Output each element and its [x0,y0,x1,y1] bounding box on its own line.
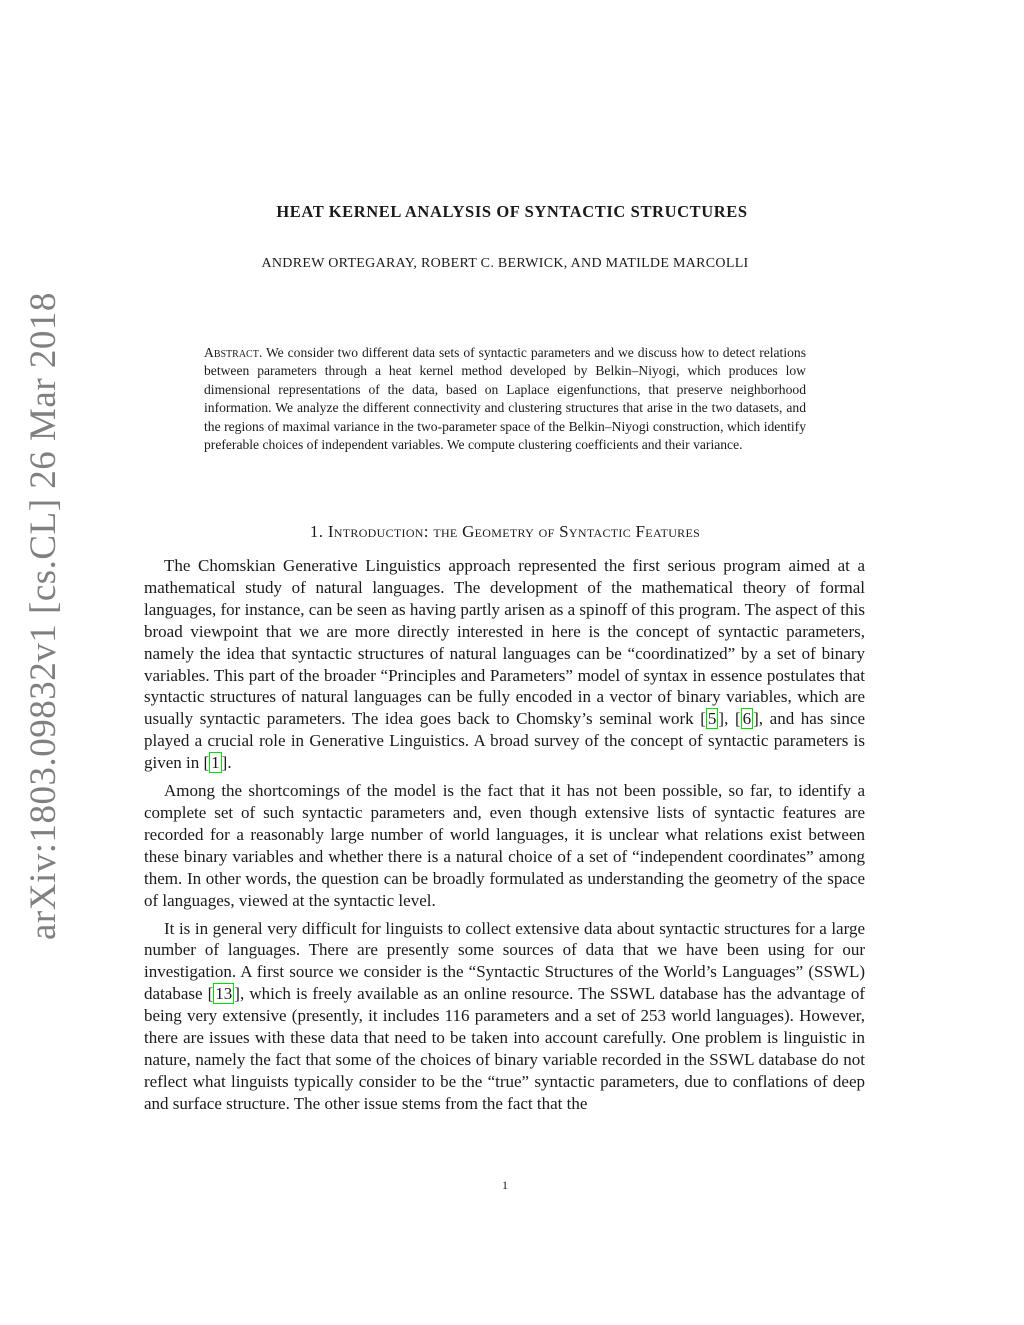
abstract-label: Abstract. [204,345,263,360]
citation-link[interactable]: 13 [215,984,233,1004]
paragraph-1-text-d: . [227,753,232,773]
paragraph-1-text-c: , and has since played a crucial role in Generative Linguistics. A broad survey of the concept of syntactic parameters is given in [144,709,865,773]
paragraph-1-text-b: , [724,709,735,729]
paper-title: HEAT KERNEL ANALYSIS OF SYNTACTIC STRUCTURES [276,202,748,221]
paragraph-1-text-a: The Chomskian Generative Linguistics approach represented the first serious program aimed at a mathematical study of natural languages. The development of the mathematical theory of formal languages, for instance, can be seen as having partly arisen as a spinoff of this program. The aspect of this broad viewpoint that we are more directly interested in here is the concept of syntactic parameters, namely the idea that syntactic structures of natural languages can be “coordinatized” by a set of binary variables. This part of the broader “Principles and Parameters” model of syntax in essence postulates that syntactic structures of natural languages can be fully encoded in a vector of binary variables, which are usually syntactic parameters. The idea goes back to Chomsky’s seminal work [144,556,865,729]
citation-link[interactable]: 5 [707,709,717,729]
paragraph-2: Among the shortcomings of the model is the fact that it has not been possible, so far, to identify a complete set of such syntactic parameters and, even though extensive lists of syntactic features are recorded for a reasonably large number of world languages, it is unclear what relations exist between these binary variables and whether there is a natural choice of a set of “independent coordinates” among them. In other words, the question can be broadly formulated as understanding the geometry of the space of languages, viewed at the syntactic level. [144,781,865,910]
paragraph-3-text-a: It is in general very difficult for linguists to collect extensive data about syntactic structures for a large number of languages. There are presently some sources of data that we have been using for our investigation. A first source we consider is the “Syntactic Structures of the World’s Languages” (SSWL) database [144,918,865,1004]
section-title: Introduction: the Geometry of Syntactic Features [327,522,701,541]
paragraph-3-text-b: , which is freely available as an online resource. The SSWL database has the advantage of being very extensive (presently, it includes 116 parameters and a set of 253 world languages). However, there are issues with these data that need to be taken into account carefully. One problem is linguistic in nature, namely the fact that some of the choices of binary variable recorded in the SSWL database do not reflect what linguists typically consider to be the “true” syntactic parameters, due to conflations of deep and surface structure. The other issue stems from the fact that the [144,984,865,1113]
section-heading [0,522,1010,542]
author-list: ANDREW ORTEGARAY, ROBERT C. BERWICK, AND MATILDE MARCOLLI [261,256,749,271]
citation-link[interactable]: 1 [211,753,220,773]
abstract [204,344,806,454]
paragraph-3: It is in general very difficult for linguists to collect extensive data about syntactic structures for a large number of languages. There are presently some sources of data that we have been using for our investigation. A first source we consider is the “Syntactic Structures of the World’s Languages” (SSWL) database [ 13 ], which is freely available as an online resource. The SSWL database has the advantage of being very extensive (presently, it includes 116 parameters and a set of 253 world languages). However, there are issues with these data that need to be taken into account carefully. One problem is linguistic in nature, namely the fact that some of the choices of binary variable recorded in the SSWL database do not reflect what linguists typically consider to be the “true” syntactic parameters, due to conflations of deep and surface structure. The other issue stems from the fact that the [144,918,865,1113]
arxiv-identifier: arXiv:1803.09832v1 [cs.CL] 26 Mar 2018 [23,292,64,940]
citation-link[interactable]: 6 [742,709,752,729]
body-text [144,555,865,1121]
paragraph-1: The Chomskian Generative Linguistics approach represented the first serious program aimed at a mathematical study of natural languages. The development of the mathematical theory of formal languages, for instance, can be seen as having partly arisen as a spinoff of this program. The aspect of this broad viewpoint that we are more directly interested in here is the concept of syntactic parameters, namely the idea that syntactic structures of natural languages can be “coordinatized” by a set of binary variables. This part of the broader “Principles and Parameters” model of syntax in essence postulates that syntactic structures of natural languages can be fully encoded in a vector of binary variables, which are usually syntactic parameters. The idea goes back to Chomsky’s seminal work [ 5 ], [ 6 ], and has since played a crucial role in Generative Linguistics. A broad survey of the concept of syntactic parameters is given in [ 1 ]. [144,556,865,773]
abstract-text: We consider two different data sets of syntactic parameters and we discuss how to detect relations between parameters through a heat kernel method developed by Belkin–Niyogi, which produces low dimensional representations of the data, based on Laplace eigenfunctions, that preserve neighborhood information. We analyze the different connectivity and clustering structures that arise in the two datasets, and the regions of maximal variance in the two-parameter space of the Belkin–Niyogi construction, which identify preferable choices of independent variables. We compute clustering coefficients and their variance. [204,345,806,453]
section-number: 1. [309,522,324,541]
page-number: 1 [502,1178,508,1192]
